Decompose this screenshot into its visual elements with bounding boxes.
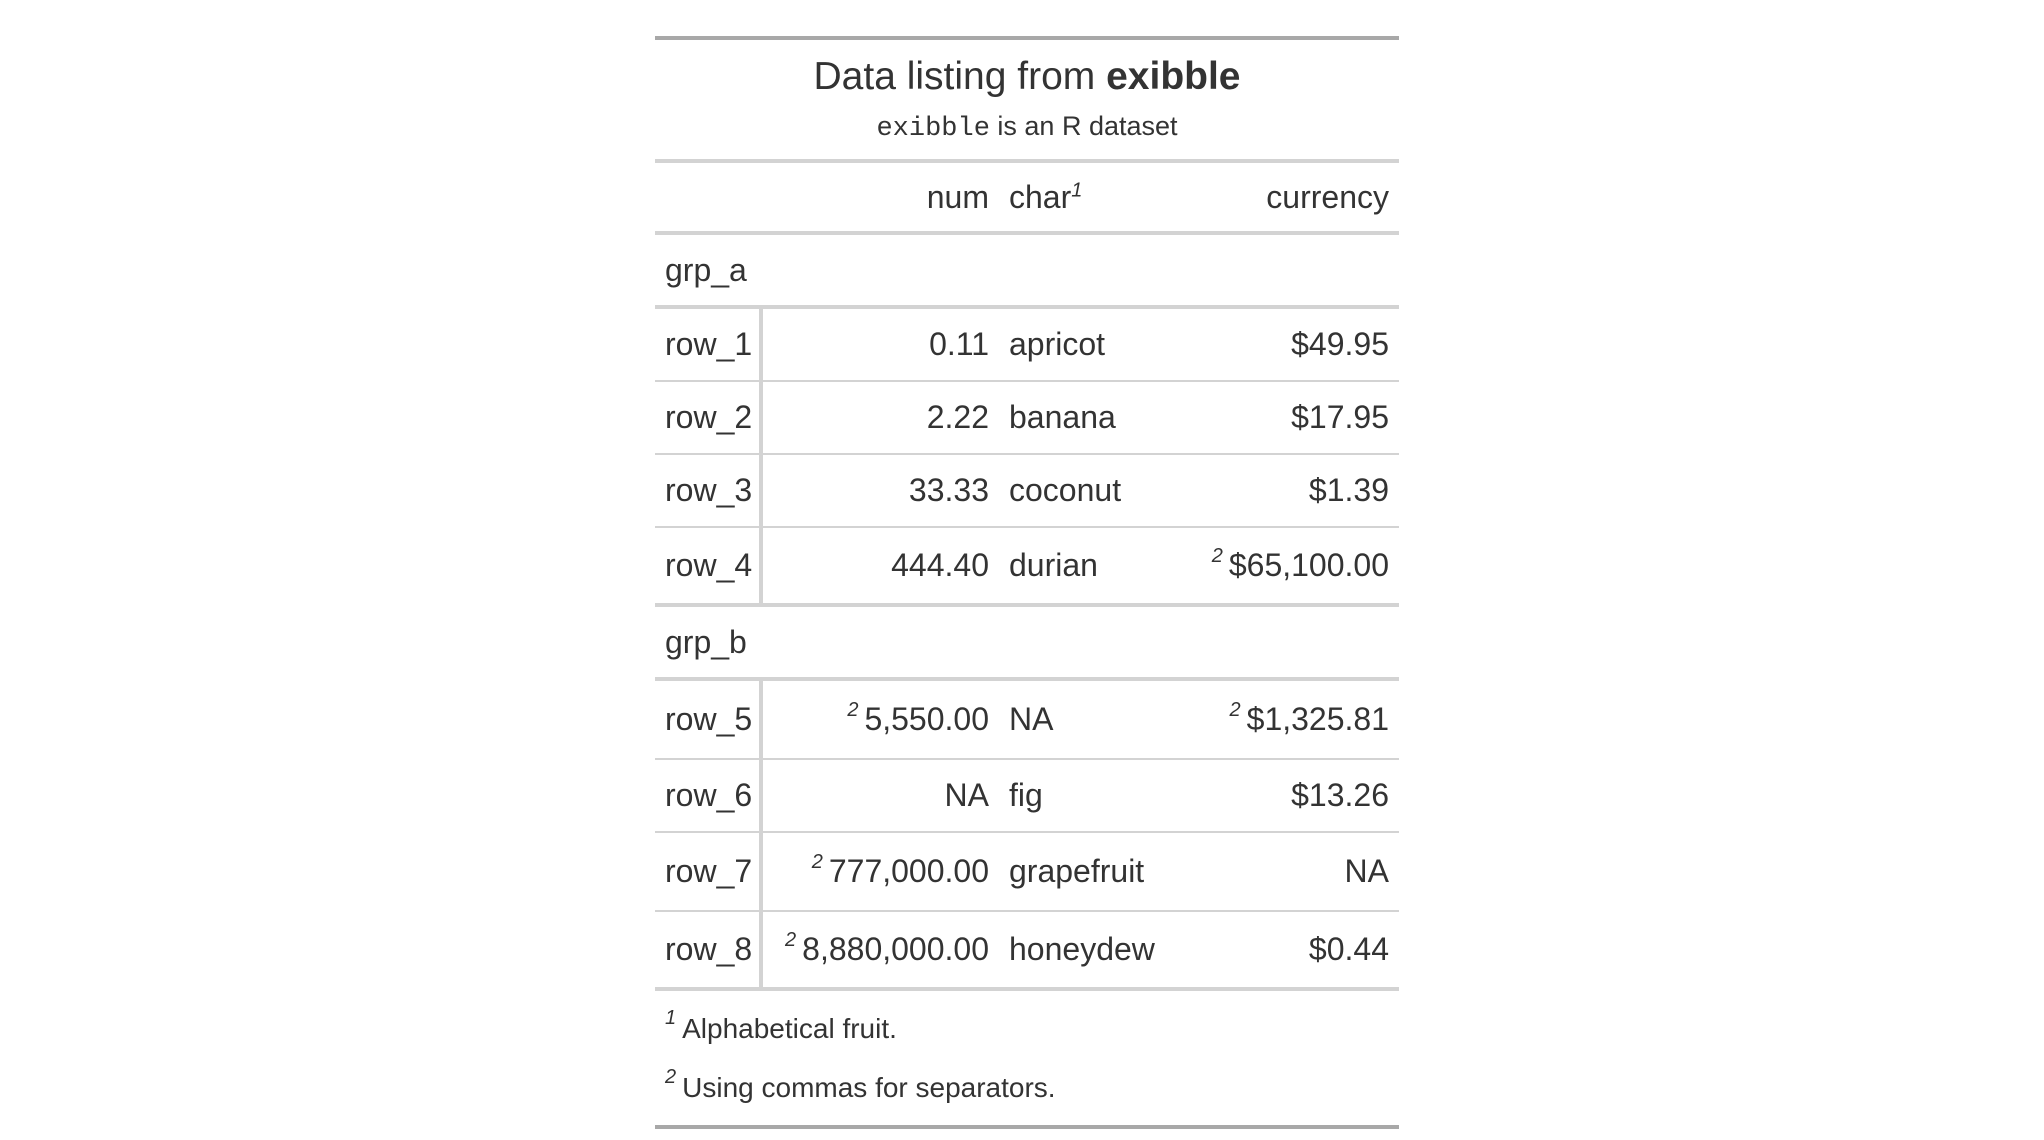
- footnote-1: [665, 1001, 1399, 1060]
- row-stub: row_5: [655, 681, 763, 758]
- cell-num: [763, 326, 999, 363]
- cell-char: coconut: [1009, 472, 1122, 508]
- cell-currency-value: $13.26: [1291, 777, 1389, 813]
- table-row: [655, 455, 1399, 528]
- cell-num: [763, 547, 999, 584]
- cell-num-value: 444.40: [891, 547, 989, 583]
- cell-currency: [1199, 547, 1399, 584]
- cell-char: fig: [1009, 777, 1043, 813]
- cell-num: [763, 931, 999, 968]
- table-subtitle: [655, 106, 1399, 149]
- cell-num: [763, 853, 999, 890]
- cell-char: NA: [1009, 701, 1054, 737]
- row-stub: row_1: [655, 309, 763, 380]
- cell-currency-value: $1,325.81: [1246, 701, 1389, 737]
- cell-num-value: 777,000.00: [828, 853, 989, 889]
- footnote-text: Using commas for separators.: [682, 1072, 1056, 1103]
- cell-currency: [1199, 326, 1399, 363]
- data-table: [655, 36, 1399, 1129]
- footnote-mark: 2: [785, 929, 797, 951]
- table-row: [655, 681, 1399, 760]
- group-label: grp_b: [665, 623, 747, 660]
- table-row: [655, 309, 1399, 382]
- cell-char: banana: [1009, 399, 1116, 435]
- row-stub: row_4: [655, 528, 763, 603]
- footnote-mark: 2: [1211, 545, 1223, 567]
- footnote-mark: 1: [1071, 178, 1083, 201]
- row-stub: row_3: [655, 455, 763, 526]
- cell-currency-value: $49.95: [1291, 326, 1389, 362]
- cell-currency-value: $1.39: [1308, 472, 1389, 508]
- row-stub: row_2: [655, 382, 763, 453]
- cell-num-value: 33.33: [908, 472, 989, 508]
- table-body: [655, 235, 1399, 991]
- cell-num: [763, 701, 999, 738]
- column-header-char: [999, 179, 1199, 216]
- footnote-mark: 2: [1229, 699, 1241, 721]
- cell-num-value: 5,550.00: [864, 701, 989, 737]
- title-dataset-name: exibble: [1106, 55, 1241, 98]
- table-row: [655, 912, 1399, 991]
- footnotes: [655, 991, 1399, 1125]
- table-title: [655, 52, 1399, 102]
- title-prefix: Data listing from: [813, 55, 1107, 98]
- cell-currency-value: $65,100.00: [1228, 547, 1389, 583]
- group-header: [655, 235, 1399, 309]
- footnote-2: [665, 1060, 1399, 1119]
- cell-currency-value: $0.44: [1308, 931, 1389, 967]
- column-header-row: [655, 163, 1399, 235]
- cell-char: grapefruit: [1009, 853, 1145, 889]
- footnote-mark: 2: [847, 699, 859, 721]
- group-header: [655, 607, 1399, 681]
- footnote-mark: 2: [811, 851, 823, 873]
- cell-num: [763, 472, 999, 509]
- table-row: [655, 382, 1399, 455]
- cell-char: durian: [1009, 547, 1098, 583]
- subtitle-text: is an R dataset: [989, 111, 1178, 141]
- table-heading: [655, 40, 1399, 163]
- cell-char: honeydew: [1009, 931, 1155, 967]
- table-row: [655, 833, 1399, 912]
- cell-currency: [1199, 472, 1399, 509]
- footnote-text: Alphabetical fruit.: [682, 1013, 897, 1044]
- cell-num-value: 2.22: [926, 399, 989, 435]
- cell-currency: [1199, 701, 1399, 738]
- cell-num-value: 0.11: [929, 326, 989, 362]
- column-header-currency: currency: [1266, 178, 1389, 215]
- cell-currency: [1199, 931, 1399, 968]
- column-header-char-label: char: [1009, 178, 1072, 215]
- footnote-mark: 2: [665, 1066, 677, 1088]
- cell-currency: [1199, 853, 1399, 890]
- cell-num: [763, 777, 999, 814]
- row-stub: row_7: [655, 833, 763, 910]
- column-header-num: num: [926, 178, 989, 215]
- stub-header: [655, 163, 763, 231]
- table-row: [655, 528, 1399, 607]
- row-stub: row_8: [655, 912, 763, 987]
- cell-num-value: 8,880,000.00: [802, 931, 989, 967]
- cell-currency-value: NA: [1344, 853, 1389, 889]
- group-label: grp_a: [665, 251, 747, 288]
- subtitle-code: exibble: [876, 114, 990, 144]
- cell-currency: [1199, 777, 1399, 814]
- footnote-mark: 1: [665, 1007, 677, 1029]
- cell-num-value: NA: [944, 777, 989, 813]
- cell-num: [763, 399, 999, 436]
- table-row: [655, 760, 1399, 833]
- cell-currency-value: $17.95: [1291, 399, 1389, 435]
- cell-char: apricot: [1009, 326, 1106, 362]
- cell-currency: [1199, 399, 1399, 436]
- row-stub: row_6: [655, 760, 763, 831]
